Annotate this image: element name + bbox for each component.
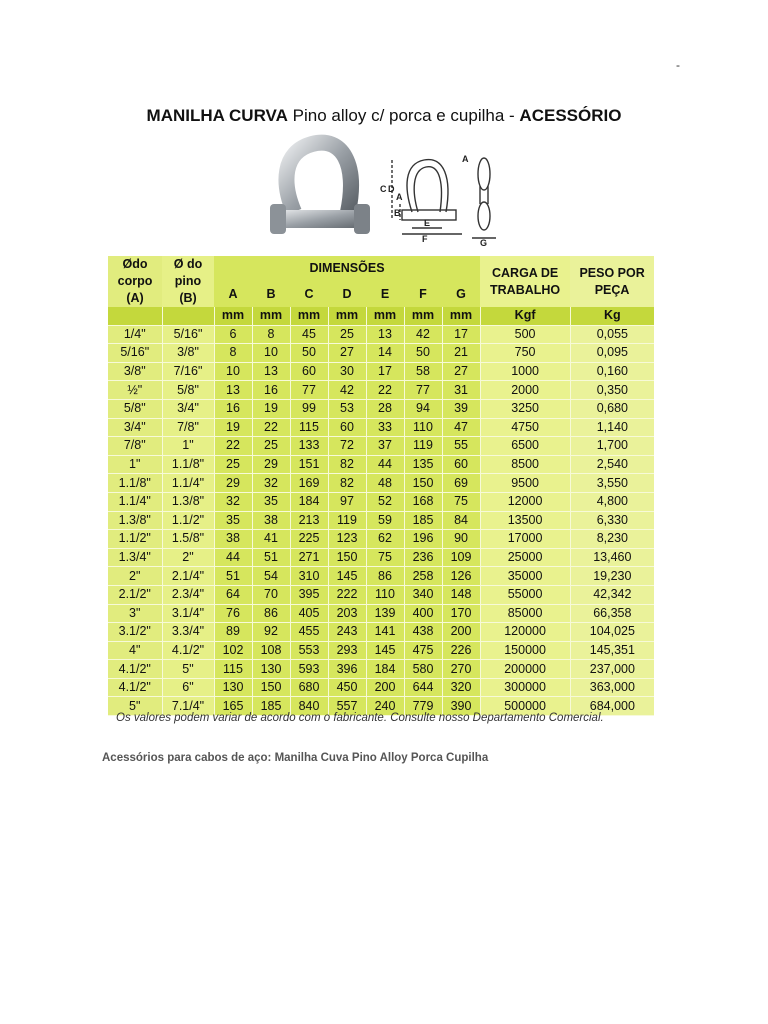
header-letter-a: A: [214, 282, 252, 308]
table-cell: 76: [214, 604, 252, 623]
table-row: [108, 567, 654, 586]
table-cell: 84: [442, 511, 480, 530]
table-row: [108, 660, 654, 679]
table-cell: 680: [290, 678, 328, 697]
diagram-label-a2: A: [462, 154, 469, 164]
table-cell: 5/8": [108, 399, 162, 418]
header-weight: PESO POR PEÇA: [570, 256, 654, 307]
table-cell: 184: [366, 660, 404, 679]
table-cell: 12000: [480, 492, 570, 511]
table-cell: 4.1/2": [162, 641, 214, 660]
header-letter-d: D: [328, 282, 366, 308]
table-cell: 55000: [480, 585, 570, 604]
table-cell: 1.1/4": [108, 492, 162, 511]
title-part-1: MANILHA CURVA: [146, 106, 288, 125]
header-letter-b: B: [252, 282, 290, 308]
table-row: [108, 530, 654, 549]
header-pin-diameter: Ø do pino (B): [162, 256, 214, 307]
table-cell: 29: [214, 474, 252, 493]
table-cell: 115: [290, 418, 328, 437]
title-part-2: Pino alloy c/ porca e cupilha -: [287, 106, 520, 125]
table-cell: 53: [328, 399, 366, 418]
page-title: [0, 106, 768, 126]
table-cell: 145,351: [570, 641, 654, 660]
table-cell: 151: [290, 455, 328, 474]
table-cell: 6: [214, 325, 252, 344]
table-cell: 82: [328, 455, 366, 474]
table-cell: 450: [328, 678, 366, 697]
table-cell: 184: [290, 492, 328, 511]
page-mark: -: [676, 58, 680, 72]
table-cell: 120000: [480, 623, 570, 642]
table-cell: 168: [404, 492, 442, 511]
table-cell: 16: [252, 381, 290, 400]
table-cell: 320: [442, 678, 480, 697]
table-cell: 6,330: [570, 511, 654, 530]
table-cell: 59: [366, 511, 404, 530]
table-row: [108, 437, 654, 456]
table-cell: 77: [290, 381, 328, 400]
table-cell: 104,025: [570, 623, 654, 642]
table-cell: 405: [290, 604, 328, 623]
table-cell: 102: [214, 641, 252, 660]
table-cell: 35: [252, 492, 290, 511]
table-cell: 310: [290, 567, 328, 586]
table-cell: 27: [328, 344, 366, 363]
table-cell: 17: [366, 362, 404, 381]
table-cell: 51: [214, 567, 252, 586]
table-cell: 50: [404, 344, 442, 363]
table-cell: 7.1/4": [162, 697, 214, 716]
table-cell: 5": [108, 697, 162, 716]
table-cell: 1.1/8": [162, 455, 214, 474]
diagram-label-b: B: [394, 208, 401, 218]
table-cell: 150000: [480, 641, 570, 660]
table-cell: 135: [404, 455, 442, 474]
table-cell: 10: [252, 344, 290, 363]
table-cell: 4.1/2": [108, 660, 162, 679]
table-row: [108, 492, 654, 511]
table-cell: 115: [214, 660, 252, 679]
table-cell: 19: [214, 418, 252, 437]
table-cell: 1.1/2": [162, 511, 214, 530]
table-cell: 5/8": [162, 381, 214, 400]
table-row: [108, 455, 654, 474]
table-cell: 2": [108, 567, 162, 586]
table-cell: 13: [214, 381, 252, 400]
diagram-label-f: F: [422, 234, 428, 244]
table-cell: 1000: [480, 362, 570, 381]
table-cell: 3/4": [162, 399, 214, 418]
table-cell: 438: [404, 623, 442, 642]
table-cell: 60: [290, 362, 328, 381]
table-cell: 390: [442, 697, 480, 716]
table-cell: 185: [252, 697, 290, 716]
table-cell: 66,358: [570, 604, 654, 623]
table-cell: 52: [366, 492, 404, 511]
table-cell: 8500: [480, 455, 570, 474]
table-cell: 94: [404, 399, 442, 418]
table-cell: 130: [214, 678, 252, 697]
table-cell: 85000: [480, 604, 570, 623]
unit-mm: mm: [404, 307, 442, 325]
table-cell: 7/8": [162, 418, 214, 437]
table-cell: 110: [404, 418, 442, 437]
table-cell: 340: [404, 585, 442, 604]
table-cell: 38: [214, 530, 252, 549]
table-cell: 148: [442, 585, 480, 604]
table-cell: 3/4": [108, 418, 162, 437]
table-cell: 170: [442, 604, 480, 623]
table-cell: 400: [404, 604, 442, 623]
table-cell: 150: [404, 474, 442, 493]
table-cell: 75: [442, 492, 480, 511]
table-cell: 240: [366, 697, 404, 716]
table-row: [108, 511, 654, 530]
table-cell: 10: [214, 362, 252, 381]
table-cell: 17: [442, 325, 480, 344]
unit-blank-2: [162, 307, 214, 325]
table-cell: 363,000: [570, 678, 654, 697]
table-cell: 17000: [480, 530, 570, 549]
table-cell: 35: [214, 511, 252, 530]
table-cell: 226: [442, 641, 480, 660]
table-cell: 1": [108, 455, 162, 474]
table-cell: 50: [290, 344, 328, 363]
table-cell: 44: [214, 548, 252, 567]
diagram-label-a: A: [396, 192, 403, 202]
table-cell: 6": [162, 678, 214, 697]
table-cell: 236: [404, 548, 442, 567]
table-cell: 25: [252, 437, 290, 456]
table-cell: 213: [290, 511, 328, 530]
table-cell: 58: [404, 362, 442, 381]
unit-mm: mm: [214, 307, 252, 325]
table-cell: 69: [442, 474, 480, 493]
table-cell: 35000: [480, 567, 570, 586]
table-cell: 1.3/4": [108, 548, 162, 567]
table-cell: 222: [328, 585, 366, 604]
table-cell: 44: [366, 455, 404, 474]
table-cell: 47: [442, 418, 480, 437]
table-cell: 243: [328, 623, 366, 642]
unit-mm: mm: [442, 307, 480, 325]
table-cell: 4,800: [570, 492, 654, 511]
table-cell: 13,460: [570, 548, 654, 567]
table-cell: 165: [214, 697, 252, 716]
table-cell: 97: [328, 492, 366, 511]
table-cell: 500: [480, 325, 570, 344]
table-cell: 141: [366, 623, 404, 642]
table-row: [108, 418, 654, 437]
table-cell: 500000: [480, 697, 570, 716]
table-cell: 1.5/8": [162, 530, 214, 549]
table-cell: 145: [366, 641, 404, 660]
table-cell: 13: [252, 362, 290, 381]
table-cell: 41: [252, 530, 290, 549]
table-cell: 8: [252, 325, 290, 344]
table-cell: 258: [404, 567, 442, 586]
table-cell: 37: [366, 437, 404, 456]
table-cell: 123: [328, 530, 366, 549]
table-cell: 1.3/8": [162, 492, 214, 511]
table-cell: 3/8": [162, 344, 214, 363]
table-cell: 54: [252, 567, 290, 586]
table-cell: 2.1/2": [108, 585, 162, 604]
table-cell: 77: [404, 381, 442, 400]
table-row: [108, 623, 654, 642]
table-cell: 119: [404, 437, 442, 456]
table-cell: 19: [252, 399, 290, 418]
table-cell: 0,680: [570, 399, 654, 418]
table-row: [108, 678, 654, 697]
disclaimer-note: Os valores podem variar de acordo com o fabricante. Consulte nosso Departamento Comercial.: [116, 712, 604, 724]
table-cell: 196: [404, 530, 442, 549]
table-cell: 475: [404, 641, 442, 660]
header-working-load: CARGA DE TRABALHO: [480, 256, 570, 307]
table-cell: 16: [214, 399, 252, 418]
table-cell: 3.1/4": [162, 604, 214, 623]
table-cell: 200000: [480, 660, 570, 679]
table-cell: 139: [366, 604, 404, 623]
table-cell: 45: [290, 325, 328, 344]
table-cell: 27: [442, 362, 480, 381]
table-cell: 86: [252, 604, 290, 623]
table-cell: 19,230: [570, 567, 654, 586]
table-cell: 0,350: [570, 381, 654, 400]
table-cell: 237,000: [570, 660, 654, 679]
table-cell: 0,160: [570, 362, 654, 381]
table-cell: 110: [366, 585, 404, 604]
header-letter-c: C: [290, 282, 328, 308]
table-cell: 29: [252, 455, 290, 474]
table-cell: 225: [290, 530, 328, 549]
table-cell: 1": [162, 437, 214, 456]
table-cell: 1.1/2": [108, 530, 162, 549]
table-cell: 28: [366, 399, 404, 418]
table-cell: 1,700: [570, 437, 654, 456]
table-cell: 64: [214, 585, 252, 604]
table-cell: 133: [290, 437, 328, 456]
table-cell: 92: [252, 623, 290, 642]
table-cell: 4750: [480, 418, 570, 437]
table-cell: 82: [328, 474, 366, 493]
table-cell: 840: [290, 697, 328, 716]
table-row: [108, 641, 654, 660]
table-cell: 109: [442, 548, 480, 567]
table-cell: 271: [290, 548, 328, 567]
table-cell: 8,230: [570, 530, 654, 549]
unit-mm: mm: [366, 307, 404, 325]
table-cell: 22: [366, 381, 404, 400]
diagram-label-g: G: [480, 238, 488, 248]
table-cell: 130: [252, 660, 290, 679]
table-cell: 33: [366, 418, 404, 437]
table-cell: 779: [404, 697, 442, 716]
table-row: [108, 362, 654, 381]
table-cell: 126: [442, 567, 480, 586]
table-cell: 39: [442, 399, 480, 418]
header-letter-e: E: [366, 282, 404, 308]
table-cell: 13500: [480, 511, 570, 530]
table-cell: 2.3/4": [162, 585, 214, 604]
table-cell: 270: [442, 660, 480, 679]
table-cell: 684,000: [570, 697, 654, 716]
table-cell: 1/4": [108, 325, 162, 344]
table-cell: 60: [328, 418, 366, 437]
table-row: [108, 344, 654, 363]
table-cell: 4": [108, 641, 162, 660]
table-cell: 200: [442, 623, 480, 642]
table-cell: 30: [328, 362, 366, 381]
table-cell: 557: [328, 697, 366, 716]
table-cell: 22: [252, 418, 290, 437]
table-cell: 55: [442, 437, 480, 456]
cropped-text-line: [102, 785, 322, 790]
table-cell: 2000: [480, 381, 570, 400]
unit-mm: mm: [290, 307, 328, 325]
table-cell: 72: [328, 437, 366, 456]
table-cell: 89: [214, 623, 252, 642]
table-cell: 2.1/4": [162, 567, 214, 586]
header-dimensions: DIMENSÕES: [214, 256, 480, 282]
unit-kg: Kg: [570, 307, 654, 325]
table-cell: 42: [328, 381, 366, 400]
table-cell: 14: [366, 344, 404, 363]
table-cell: 750: [480, 344, 570, 363]
table-cell: 51: [252, 548, 290, 567]
table-cell: 6500: [480, 437, 570, 456]
table-cell: 32: [252, 474, 290, 493]
table-row: [108, 381, 654, 400]
table-cell: 1,140: [570, 418, 654, 437]
title-part-3: ACESSÓRIO: [519, 106, 622, 125]
table-cell: 150: [252, 678, 290, 697]
table-cell: 3/8": [108, 362, 162, 381]
shackle-photo: [270, 143, 370, 234]
table-row: [108, 325, 654, 344]
table-cell: 4.1/2": [108, 678, 162, 697]
table-row: [108, 474, 654, 493]
table-row: [108, 604, 654, 623]
table-cell: 86: [366, 567, 404, 586]
table-cell: 169: [290, 474, 328, 493]
table-cell: 1.1/4": [162, 474, 214, 493]
table-cell: 2": [162, 548, 214, 567]
table-cell: 108: [252, 641, 290, 660]
table-cell: 119: [328, 511, 366, 530]
table-cell: 99: [290, 399, 328, 418]
table-cell: 75: [366, 548, 404, 567]
table-body: [108, 325, 654, 715]
table-cell: 644: [404, 678, 442, 697]
table-cell: 455: [290, 623, 328, 642]
specification-table: [108, 256, 654, 716]
diagram-label-d: D: [388, 184, 395, 194]
table-cell: 3,550: [570, 474, 654, 493]
table-cell: 5/16": [108, 344, 162, 363]
table-cell: 1.1/8": [108, 474, 162, 493]
table-cell: 3.1/2": [108, 623, 162, 642]
header-body-diameter: Ødo corpo (A): [108, 256, 162, 307]
table-cell: 21: [442, 344, 480, 363]
table-cell: ½": [108, 381, 162, 400]
table-cell: 70: [252, 585, 290, 604]
table-cell: 3.3/4": [162, 623, 214, 642]
table-cell: 22: [214, 437, 252, 456]
shackle-front-drawing: [472, 158, 496, 238]
table-cell: 62: [366, 530, 404, 549]
table-cell: 90: [442, 530, 480, 549]
table-cell: 396: [328, 660, 366, 679]
table-cell: 5/16": [162, 325, 214, 344]
diagram-label-e: E: [424, 218, 431, 228]
table-cell: 5": [162, 660, 214, 679]
unit-mm: mm: [252, 307, 290, 325]
product-caption: Acessórios para cabos de aço: Manilha Cuva Pino Alloy Porca Cupilha: [102, 752, 489, 764]
table-cell: 48: [366, 474, 404, 493]
table-cell: 9500: [480, 474, 570, 493]
table-cell: 8: [214, 344, 252, 363]
table-cell: 0,055: [570, 325, 654, 344]
table-cell: 293: [328, 641, 366, 660]
table-row: [108, 548, 654, 567]
table-cell: 145: [328, 567, 366, 586]
table-cell: 1.3/8": [108, 511, 162, 530]
table-cell: 3": [108, 604, 162, 623]
header-letter-f: F: [404, 282, 442, 308]
table-cell: 150: [328, 548, 366, 567]
table-cell: 42,342: [570, 585, 654, 604]
header-letter-g: G: [442, 282, 480, 308]
table-cell: 32: [214, 492, 252, 511]
table-cell: 553: [290, 641, 328, 660]
table-cell: 60: [442, 455, 480, 474]
table-cell: 2,540: [570, 455, 654, 474]
table-cell: 25000: [480, 548, 570, 567]
unit-mm: mm: [328, 307, 366, 325]
table-cell: 42: [404, 325, 442, 344]
table-cell: 185: [404, 511, 442, 530]
unit-blank-1: [108, 307, 162, 325]
table-row: [108, 585, 654, 604]
table-row: [108, 399, 654, 418]
table-cell: 3250: [480, 399, 570, 418]
shackle-illustration: [262, 134, 502, 248]
unit-kgf: Kgf: [480, 307, 570, 325]
table-cell: 13: [366, 325, 404, 344]
table-cell: 7/16": [162, 362, 214, 381]
table-cell: 395: [290, 585, 328, 604]
table-cell: 25: [214, 455, 252, 474]
table-cell: 203: [328, 604, 366, 623]
table-cell: 580: [404, 660, 442, 679]
table-cell: 31: [442, 381, 480, 400]
table-cell: 38: [252, 511, 290, 530]
table-cell: 7/8": [108, 437, 162, 456]
diagram-label-c: C: [380, 184, 387, 194]
table-cell: 593: [290, 660, 328, 679]
table-cell: 300000: [480, 678, 570, 697]
table-cell: 200: [366, 678, 404, 697]
table-cell: 0,095: [570, 344, 654, 363]
table-cell: 25: [328, 325, 366, 344]
